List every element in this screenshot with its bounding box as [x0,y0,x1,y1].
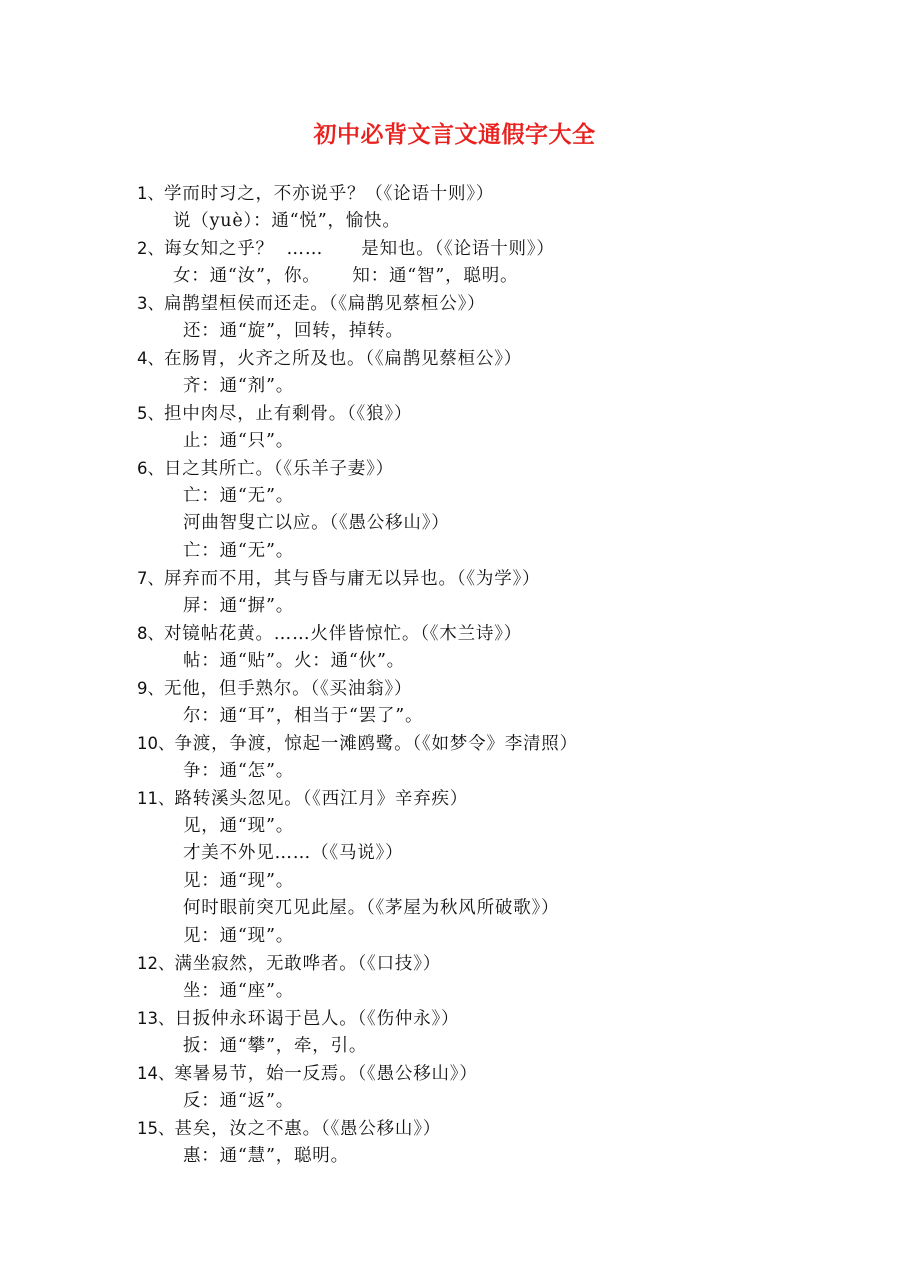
entry-text: 诲女知之乎？ …… 是知也。（《论语十则》） [164,239,555,259]
entry-line [137,455,837,483]
note-line [137,1033,837,1061]
note-line [137,373,837,401]
note-line [137,703,837,731]
note-line [137,868,837,896]
note-line [137,813,837,841]
entry-text: 学而时习之，不亦说乎？（《论语十则》） [164,184,495,204]
entry-number: 11、 [137,789,175,808]
note-text: 还：通“旋”，回转，掉转。 [183,320,404,341]
note-text: 争：通“怎”。 [183,760,294,781]
note-text: 亡：通“无”。 [183,485,294,506]
note-line [137,1088,837,1116]
entry-line [137,950,837,978]
entry-text: 甚矣，汝之不惠。（《愚公移山》） [174,1119,442,1139]
note-text: 见：通“现”。 [183,925,294,946]
note-text: 何时眼前突兀见此屋。（《茅屋为秋风所破歌》） [183,898,560,918]
note-line [137,648,837,676]
note-text: 亡：通“无”。 [183,540,294,561]
entry-line [137,1005,837,1033]
entry-number: 14、 [137,1064,175,1083]
note-line [137,538,837,566]
entry-line [137,180,837,208]
entry-number: 9、 [137,679,164,698]
document-body [137,180,837,1170]
note-text: 河曲智叟亡以应。（《愚公移山》） [183,513,450,533]
entry-text: 对镜帖花黄。……火伴皆惊忙。（《木兰诗》） [164,624,523,644]
note-line [137,895,837,923]
note-line [137,758,837,786]
entry-line [137,290,837,318]
entry-line [137,345,837,373]
entry-text: 担中肉尽，止有剩骨。（《狼》） [164,404,413,424]
entry-line [137,235,837,263]
note-text: 屏：通“摒”。 [183,595,294,616]
entry-line [137,675,837,703]
note-text: 反：通“返”。 [183,1090,294,1111]
entry-line [137,1060,837,1088]
note-line [137,923,837,951]
note-text: 女：通“汝”，你。 知：通“智”，聪明。 [173,265,519,286]
entry-number: 1、 [137,184,164,203]
note-line [137,1143,837,1171]
entry-text: 在肠胃，火齐之所及也。（《扁鹊见蔡桓公》） [164,349,523,369]
entry-text: 屏弃而不用，其与昏与庸无以异也。（《为学》） [164,569,541,589]
note-text: 说（yuè）：通“悦”，愉快。 [173,210,401,231]
note-line [137,978,837,1006]
note-text: 帖：通“贴”。火：通“伙”。 [183,650,405,671]
note-text: 止：通“只”。 [183,430,294,451]
entry-text: 扁鹊望桓侯而还走。（《扁鹊见蔡桓公》） [164,294,486,314]
entry-text: 争渡，争渡，惊起一滩鸥鹭。（《如梦令》李清照） [174,734,578,754]
entry-number: 5、 [137,404,164,423]
note-line [137,208,837,236]
page-title: 初中必背文言文通假字大全 [313,122,596,148]
note-line [137,840,837,868]
note-line [137,318,837,346]
entry-line [137,620,837,648]
note-text: 见，通“现”。 [183,815,294,836]
note-text: 见：通“现”。 [183,870,294,891]
entry-number: 7、 [137,569,164,588]
entry-text: 日扳仲永环谒于邑人。（《伤仲永》） [174,1009,460,1029]
note-line [137,593,837,621]
note-text: 惠：通“慧”，聪明。 [183,1145,349,1166]
entry-text: 寒暑易节，始一反焉。（《愚公移山》） [174,1064,478,1084]
note-text: 才美不外见……（《马说》） [183,843,404,863]
note-text: 齐：通“剂”。 [183,375,294,396]
entry-line [137,400,837,428]
entry-number: 3、 [137,294,164,313]
note-line [137,510,837,538]
entry-line [137,785,837,813]
note-text: 扳：通“攀”，牵，引。 [183,1035,368,1056]
note-text: 尔：通“耳”，相当于“罢了”。 [183,705,424,726]
note-line [137,428,837,456]
entry-number: 10、 [137,734,175,753]
entry-number: 12、 [137,954,175,973]
entry-number: 8、 [137,624,164,643]
entry-text: 无他，但手熟尔。（《买油翁》） [164,679,413,699]
entry-number: 2、 [137,239,164,258]
entry-line [137,730,837,758]
entry-number: 4、 [137,349,164,368]
entry-line [137,1115,837,1143]
note-line [137,263,837,291]
entry-line [137,565,837,593]
entry-text: 日之其所亡。（《乐羊子妻》） [164,459,394,479]
entry-number: 6、 [137,459,164,478]
note-text: 坐：通“座”。 [183,980,294,1001]
entry-text: 路转溪头忽见。（《西江月》辛弃疾） [174,789,469,809]
entry-number: 13、 [137,1009,175,1028]
note-line [137,483,837,511]
entry-text: 满坐寂然，无敢哗者。（《口技》） [174,954,442,974]
entry-number: 15、 [137,1119,175,1138]
